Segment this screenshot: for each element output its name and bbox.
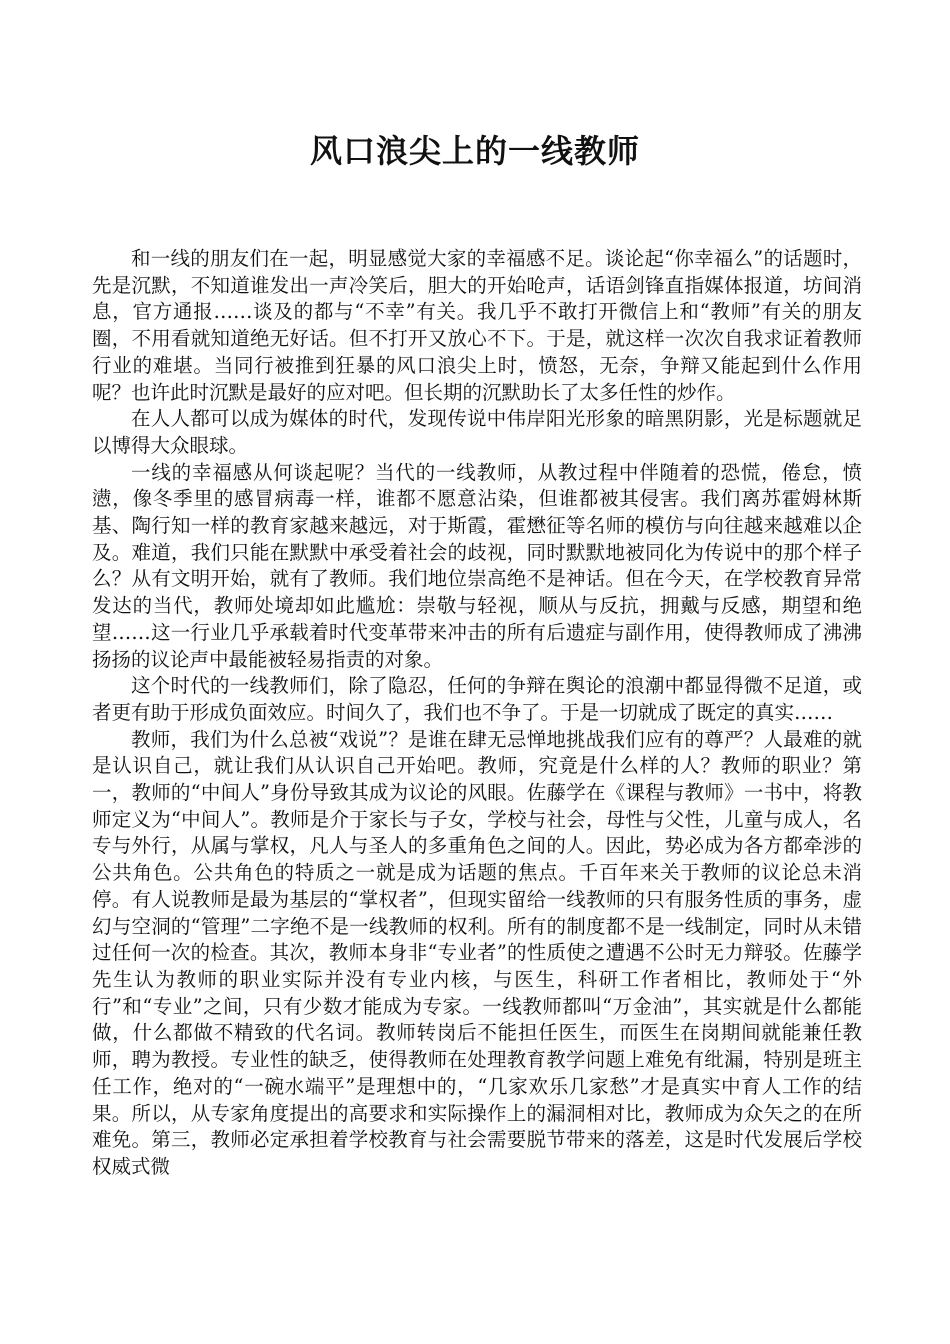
document-title: 风口浪尖上的一线教师	[309, 132, 640, 170]
paragraph: 这个时代的一线教师们，除了隐忍，任何的争辩在舆论的浪潮中都显得微不足道，或者更有助于形成负面效应。时间久了，我们也不争了。于是一切就成了既定的真实……	[92, 674, 862, 724]
paragraph: 和一线的朋友们在一起，明显感觉大家的幸福感不足。谈论起“你幸福么”的话题时，先是沉默，不知道谁发出一声冷笑后，胆大的开始呛声，话语剑锋直指媒体报道，坊间消息，官方通报……谈及的都与“不幸”有关。我几乎不敢打开微信上和“教师”有关的朋友圈，不用看就知道绝无好话。但不打开又放心不下。于是，就这样一次次自我求证着教师行业的难堪。当同行被推到狂暴的风口浪尖上时，愤怒，无奈，争辩又能起到什么作用呢？也许此时沉默是最好的应对吧。但长期的沉默助长了太多任性的炒作。	[92, 247, 862, 404]
paragraph: 教师，我们为什么总被“戏说”？是谁在肆无忌惮地挑战我们应有的尊严？人最难的就是认识自己，就让我们从认识自己开始吧。教师，究竟是什么样的人？教师的职业？第一，教师的“中间人”身份导致其成为议论的风眼。佐藤学在《课程与教师》一书中，将教师定义为“中间人”。教师是介于家长与子女，学校与社会，母性与父性，儿童与成人，名专与外行，从属与掌权，凡人与圣人的多重角色之间的人。因此，势必成为各方都牵涉的公共角色。公共角色的特质之一就是成为话题的焦点。千百年来关于教师的议论总未消停。有人说教师是最为基层的“掌权者”，但现实留给一线教师的只有服务性质的事务，虚幻与空洞的“管理”二字绝不是一线教师的权利。所有的制度都不是一线制定，同时从未错过任何一次的检查。其次，教师本身非“专业者”的性质使之遭遇不公时无力辩驳。佐藤学先生认为教师的职业实际并没有专业内核，与医生，科研工作者相比，教师处于“外行”和“专业”之间，只有少数才能成为专家。一线教师都叫“万金油”，其实就是什么都能做，什么都做不精致的代名词。教师转岗后不能担任医生，而医生在岗期间就能兼任教师，聘为教授。专业性的缺乏，使得教师在处理教育教学问题上难免有纰漏，特别是班主任工作，绝对的“一碗水端平”是理想中的，“几家欢乐几家愁”才是真实中育人工作的结果。所以，从专家角度提出的高要求和实际操作上的漏洞相对比，教师成为众矢之的在所难免。第三，教师必定承担着学校教育与社会需要脱节带来的落差，这是时代发展后学校权威式微	[92, 727, 862, 1178]
paragraph: 在人人都可以成为媒体的时代，发现传说中伟岸阳光形象的暗黑阴影，光是标题就足以博得大众眼球。	[92, 407, 862, 457]
paragraph: 一线的幸福感从何谈起呢？当代的一线教师，从教过程中伴随着的恐慌，倦怠，愤懑，像冬季里的感冒病毒一样，谁都不愿意沾染，但谁都被其侵害。我们离苏霍姆林斯基、陶行知一样的教育家越来越远，对于斯霞，霍懋征等名师的模仿与向往越来越难以企及。难道，我们只能在默默中承受着社会的歧视，同时默默地被同化为传说中的那个样子么？从有文明开始，就有了教师。我们地位崇高绝不是神话。但在今天，在学校教育异常发达的当代，教师处境却如此尴尬：崇敬与轻视，顺从与反抗，拥戴与反感，期望和绝望……这一行业几乎承载着时代变革带来冲击的所有后遗症与副作用，使得教师成了沸沸扬扬的议论声中最能被轻易指责的对象。	[92, 460, 862, 671]
document-body	[92, 246, 862, 1181]
